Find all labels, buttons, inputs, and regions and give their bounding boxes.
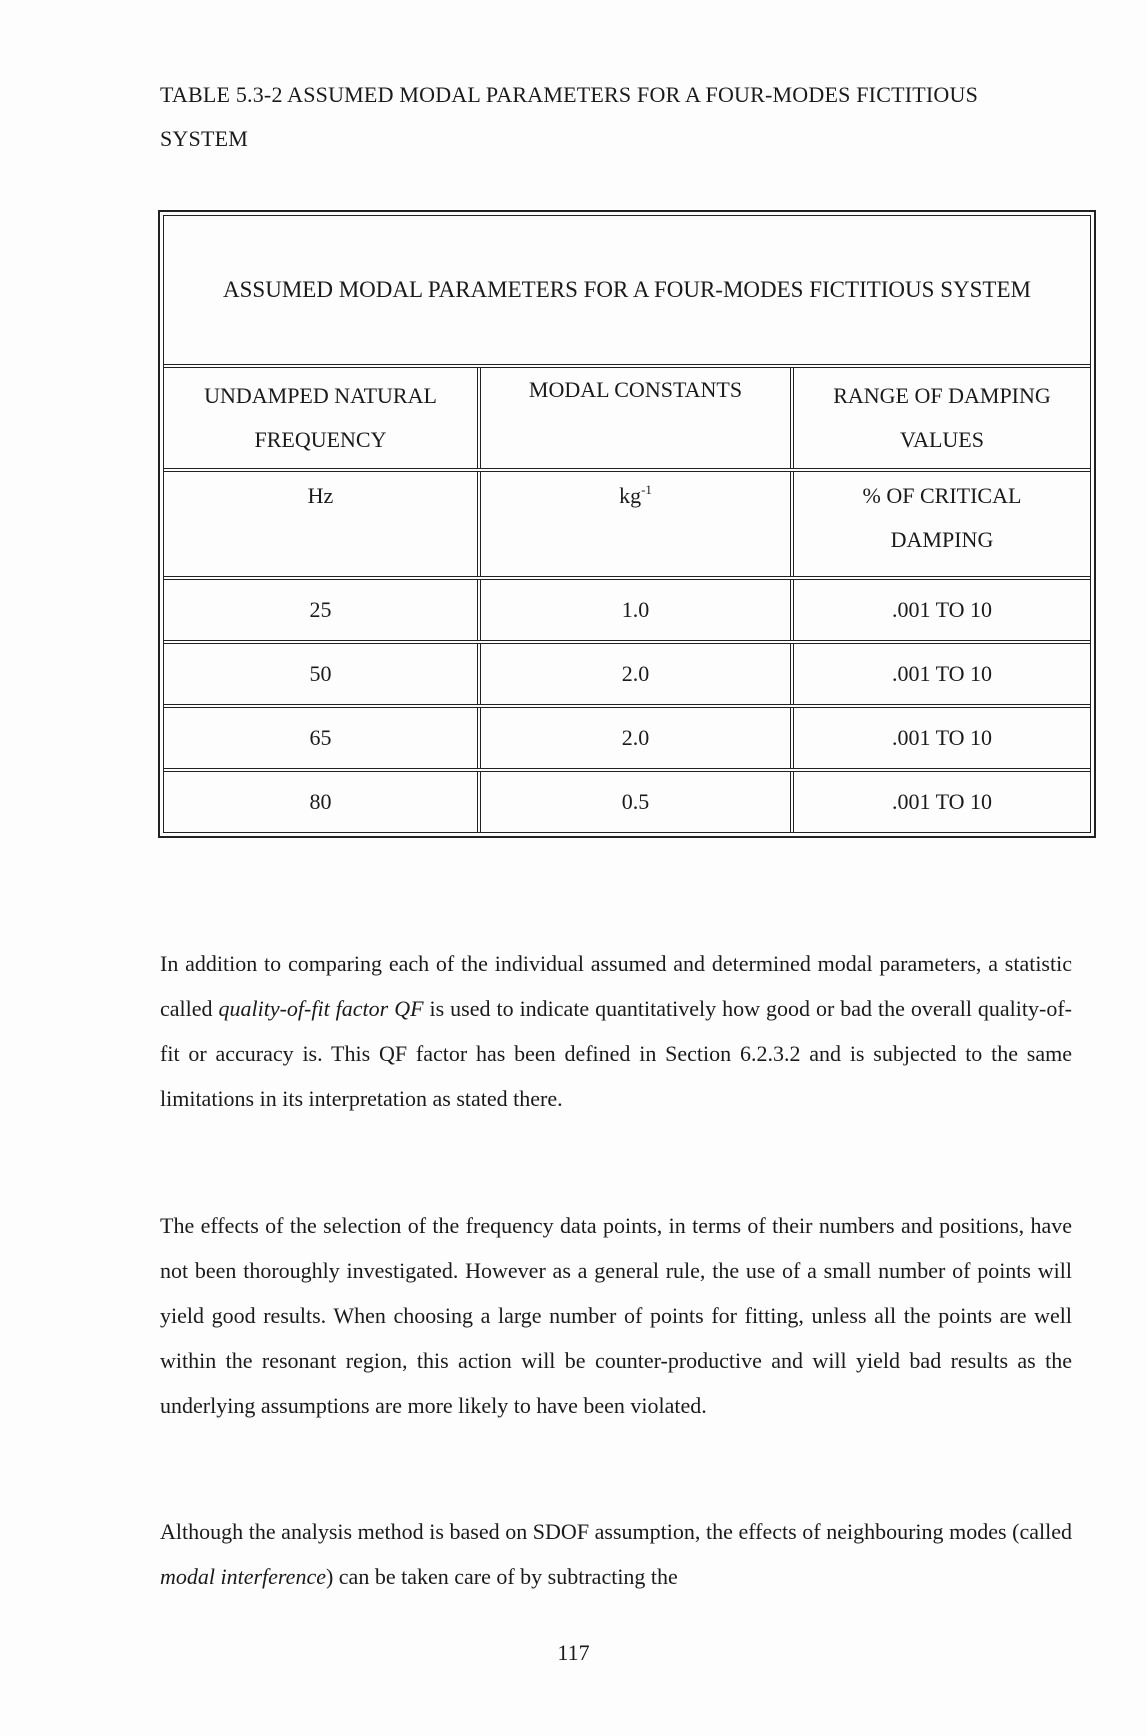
header-modal-constants: MODAL CONSTANTS xyxy=(477,368,790,468)
table-units-row xyxy=(164,468,1090,576)
caption-line-2: SYSTEM xyxy=(160,126,248,151)
modal-constant-cell: 2.0 xyxy=(477,644,790,704)
table-row xyxy=(164,576,1090,640)
modal-constant-cell: 1.0 xyxy=(477,580,790,640)
caption-line-1: TABLE 5.3-2 ASSUMED MODAL PARAMETERS FOR A FOUR-MODES FICTITIOUS xyxy=(160,82,979,107)
table-title: ASSUMED MODAL PARAMETERS FOR A FOUR-MODES FICTITIOUS SYSTEM xyxy=(223,277,1031,302)
table-title-row xyxy=(164,216,1090,364)
damping-range-cell: .001 TO 10 xyxy=(790,644,1090,704)
frequency-cell: 65 xyxy=(309,725,332,750)
table-caption xyxy=(160,73,1080,161)
damping-range-cell: .001 TO 10 xyxy=(790,772,1090,832)
table-row xyxy=(164,640,1090,704)
emphasis-quality-of-fit: quality-of-fit factor QF xyxy=(218,996,424,1021)
frequency-cell: 25 xyxy=(309,597,332,622)
page-number: 117 xyxy=(557,1640,590,1665)
emphasis-modal-interference: modal interference xyxy=(160,1564,326,1589)
damping-range-cell: .001 TO 10 xyxy=(790,580,1090,640)
paragraph-modal-interference: Although the analysis method is based on SDOF assumption, the effects of neighbouring modes (called modal interference) can be taken care of by subtracting the xyxy=(160,1519,1072,1589)
paragraph-frequency-data-points: The effects of the selection of the frequency data points, in terms of their numbers and positions, have not been thoroughly investigated. However as a general rule, the use of a small number of points will yield good results. When choosing a large number of points for fitting, unless all the points are well within the resonant region, this action will be counter-productive and will yield bad results as the underlying assumptions are more likely to have been violated. xyxy=(160,1213,1072,1418)
header-damping-range: RANGE OF DAMPING VALUES xyxy=(790,368,1090,468)
paragraph-quality-of-fit: In addition to comparing each of the individual assumed and determined modal parameters, a statistic called quality-of-fit factor QF is used to indicate quantitatively how good or bad the overall quality-of-fit or accuracy is. This QF factor has been defined in Section 6.2.3.2 and is subjected to the same limitations in its interpretation as stated there. xyxy=(160,951,1072,1111)
modal-parameters-table xyxy=(158,210,1096,838)
frequency-cell: 50 xyxy=(309,661,332,686)
header-natural-frequency: UNDAMPED NATURAL FREQUENCY xyxy=(204,383,437,452)
modal-constant-cell: 0.5 xyxy=(477,772,790,832)
unit-hz: Hz xyxy=(307,483,334,508)
modal-constant-cell: 2.0 xyxy=(477,708,790,768)
table-header-row xyxy=(164,364,1090,468)
table-row xyxy=(164,704,1090,768)
damping-range-cell: .001 TO 10 xyxy=(790,708,1090,768)
unit-critical-damping: % OF CRITICAL DAMPING xyxy=(790,472,1090,576)
table-row xyxy=(164,768,1090,832)
unit-kg-inverse: $kg^{-1}$ xyxy=(477,472,790,576)
frequency-cell: 80 xyxy=(309,789,332,814)
